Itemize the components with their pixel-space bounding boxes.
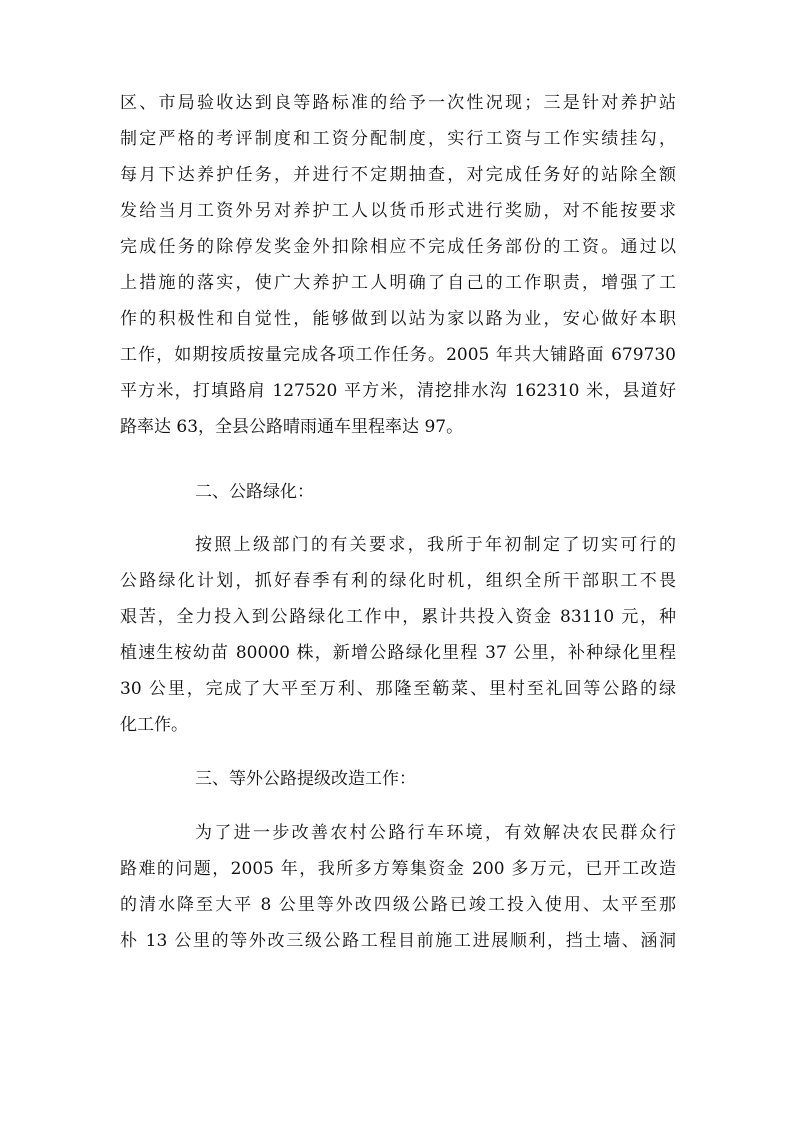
- text-line: 化工作。: [120, 715, 188, 735]
- text-line: 朴 13 公里的等外改三级公路工程目前施工进展顺利，挡土墙、涵洞: [120, 931, 676, 951]
- text-line: 为了进一步改善农村公路行车环境，有效解决农民群众行: [195, 823, 676, 843]
- text-line: 公路绿化计划，抓好春季有利的绿化时机，组织全所干部职工不畏: [120, 571, 676, 591]
- text-line: 路率达 63，全县公路晴雨通车里程率达 97。: [120, 417, 464, 437]
- paragraph-road-maintenance: [120, 85, 676, 445]
- section-heading-road-greening: 二、公路绿化：: [195, 482, 314, 502]
- text-line: 完成任务的除停发奖金外扣除相应不完成任务部份的工资。通过以: [120, 237, 676, 257]
- text-line: 发给当月工资外另对养护工人以货币形式进行奖励，对不能按要求: [120, 201, 676, 221]
- text-line: 上措施的落实，使广大养护工人明确了自己的工作职责，增强了工: [120, 273, 676, 293]
- text-line: 植速生桉幼苗 80000 株，新增公路绿化里程 37 公里，补种绿化里程: [120, 643, 676, 663]
- section-heading-road-upgrade: 三、等外公路提级改造工作：: [195, 769, 416, 789]
- paragraph-road-upgrade: [120, 815, 676, 959]
- text-line: 艰苦，全力投入到公路绿化工作中，累计共投入资金 83110 元，种: [120, 607, 676, 627]
- text-line: 平方米，打填路肩 127520 平方米，清挖排水沟 162310 米，县道好: [120, 381, 676, 401]
- text-line: 的清水降至大平 8 公里等外改四级公路已竣工投入使用、太平至那: [120, 895, 676, 915]
- text-line: 作的积极性和自觉性，能够做到以站为家以路为业，安心做好本职: [120, 309, 676, 329]
- paragraph-road-greening: [120, 527, 676, 743]
- text-line: 制定严格的考评制度和工资分配制度，实行工资与工作实绩挂勾，: [120, 129, 676, 149]
- text-line: 工作，如期按质按量完成各项工作任务。2005 年共大铺路面 679730: [120, 345, 676, 365]
- text-line: 路难的问题，2005 年，我所多方筹集资金 200 多万元，已开工改造: [120, 859, 676, 879]
- text-line: 30 公里，完成了大平至万利、那隆至簕菜、里村至礼回等公路的绿: [120, 679, 676, 699]
- text-line: 每月下达养护任务，并进行不定期抽查，对完成任务好的站除全额: [120, 165, 676, 185]
- text-line: 按照上级部门的有关要求，我所于年初制定了切实可行的: [195, 535, 676, 555]
- text-line: 区、市局验收达到良等路标准的给予一次性况现；三是针对养护站: [120, 93, 676, 113]
